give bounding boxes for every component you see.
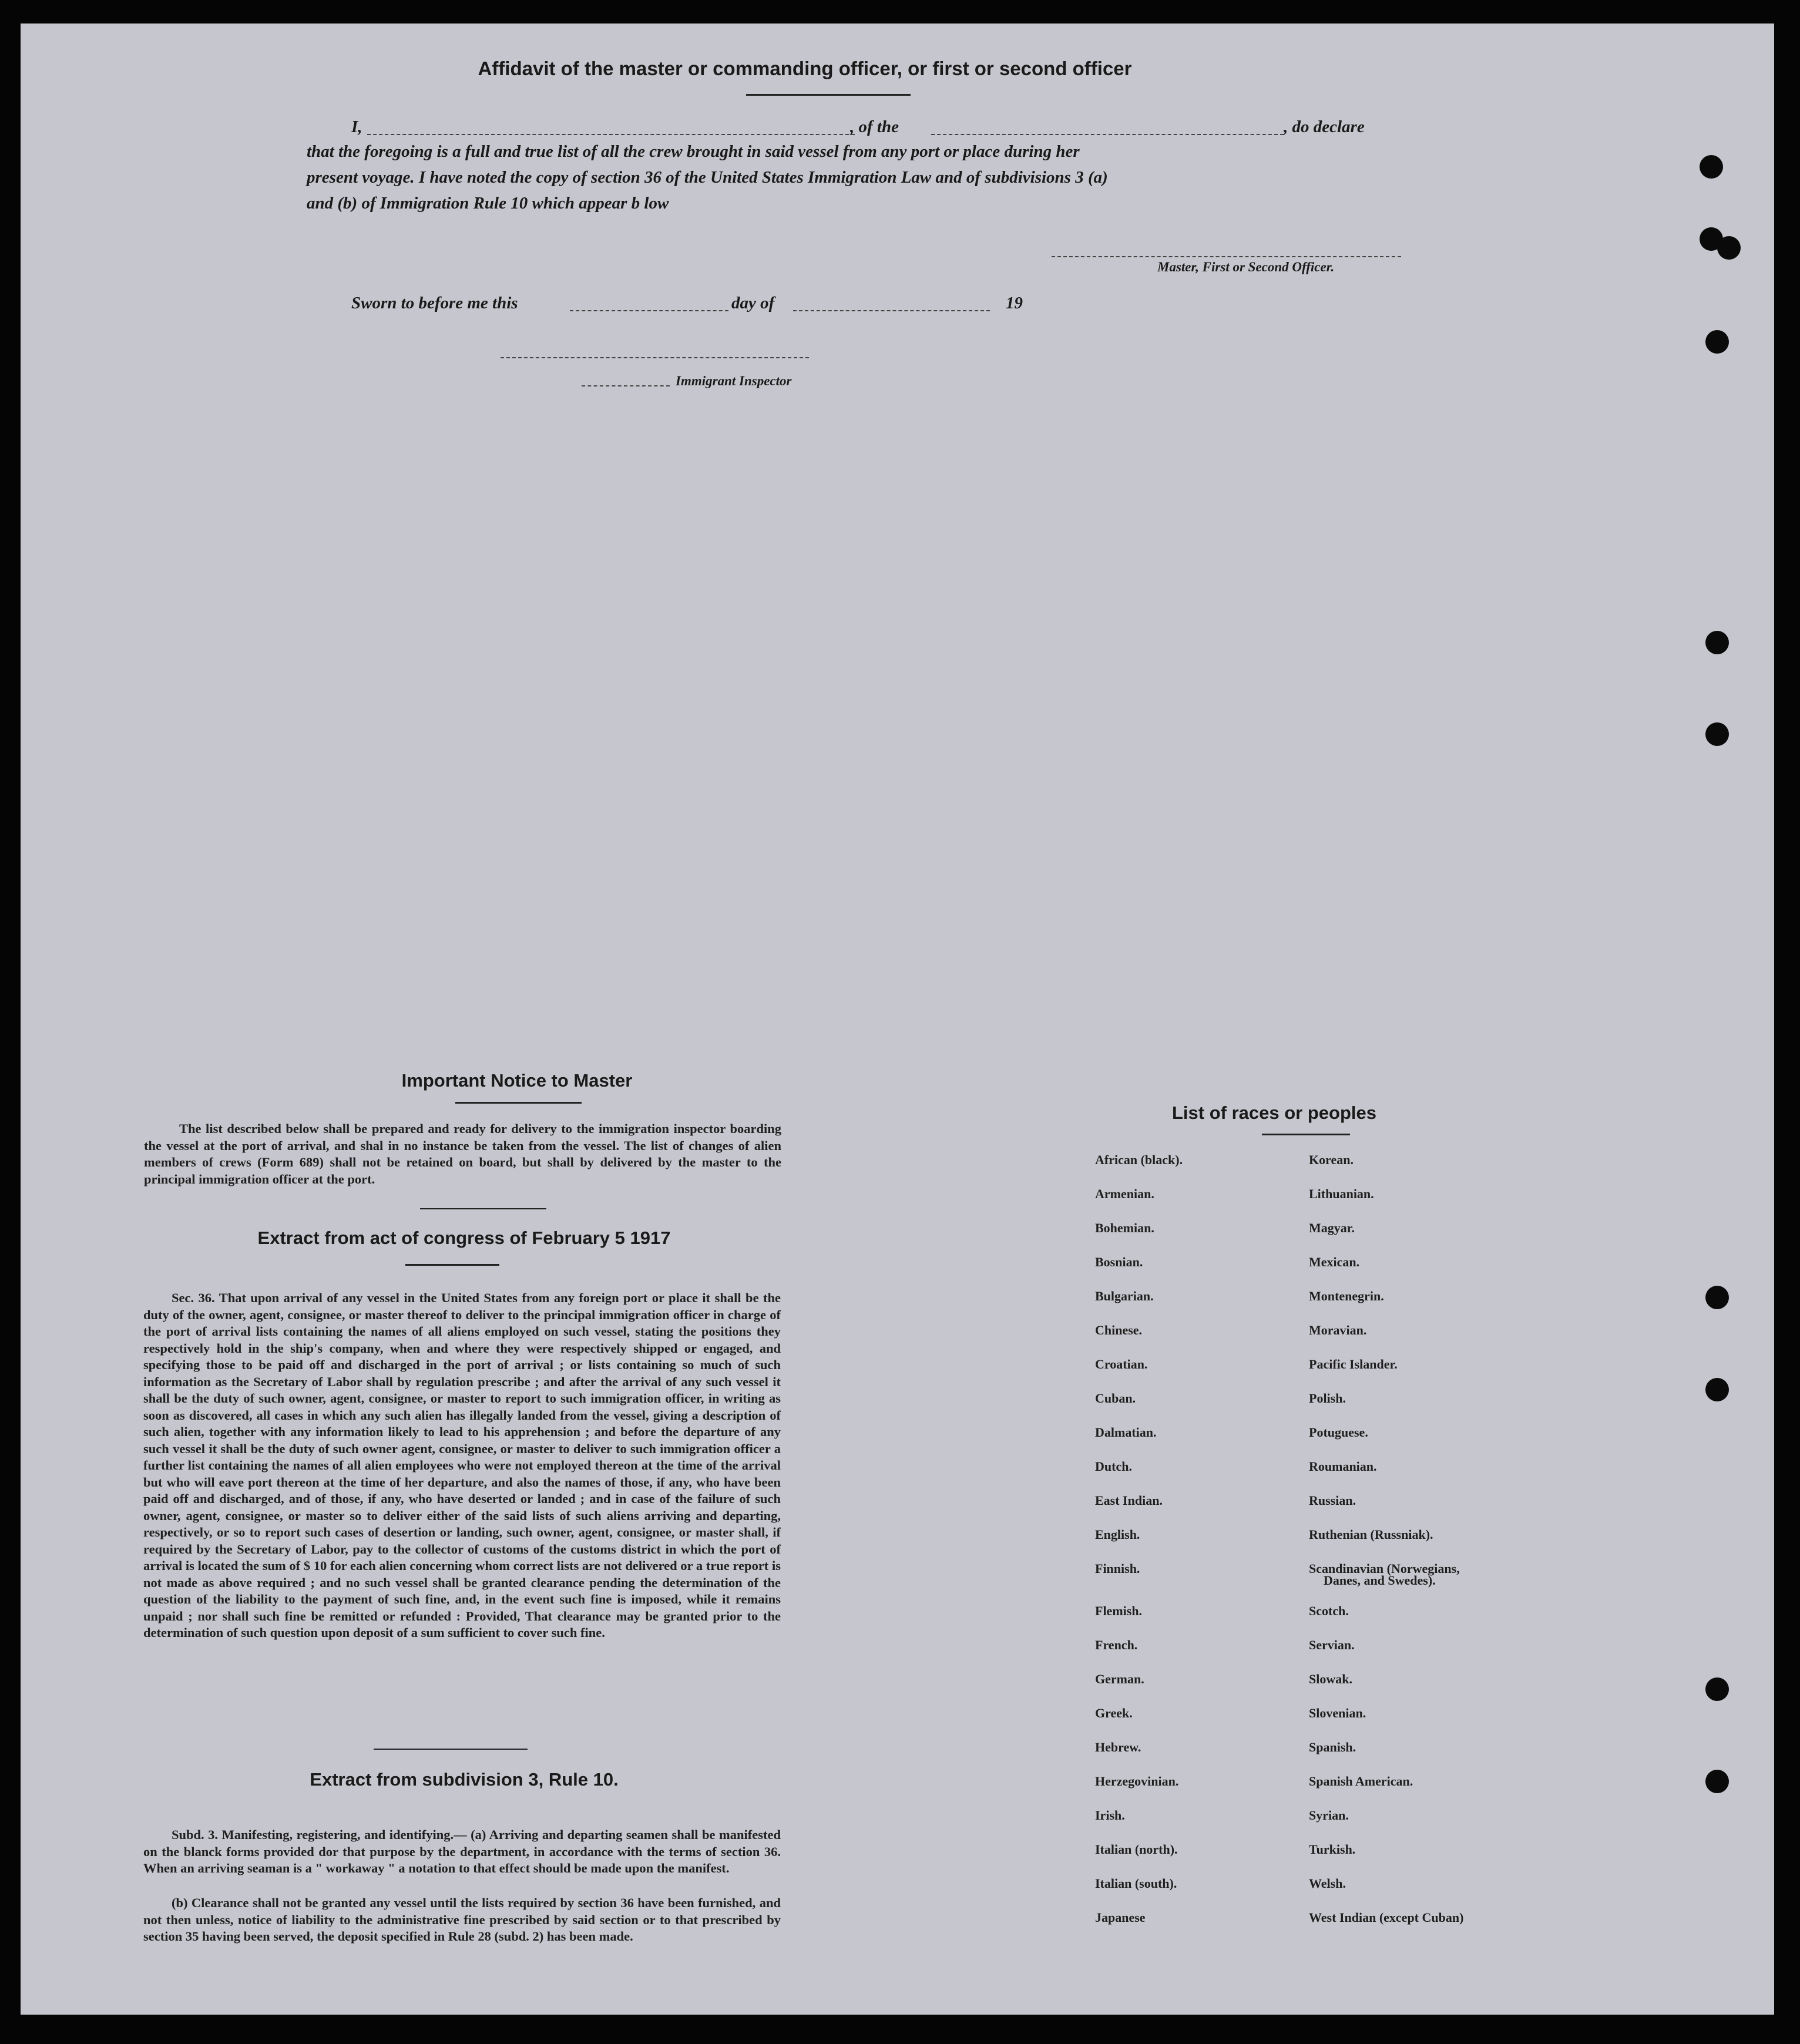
binder-hole: [1705, 1378, 1729, 1401]
race-item: Flemish.: [1095, 1603, 1143, 1618]
race-item: Mexican.: [1309, 1255, 1360, 1269]
binder-hole: [1705, 722, 1729, 746]
race-item: Japanese: [1095, 1910, 1146, 1925]
race-item: Herzegovinian.: [1095, 1774, 1179, 1788]
binder-hole: [1705, 1286, 1729, 1309]
race-item: Slowak.: [1309, 1672, 1352, 1686]
race-item: Hebrew.: [1095, 1740, 1141, 1754]
rule-title: Extract from subdivision 3, Rule 10.: [310, 1769, 619, 1790]
race-item: Italian (south).: [1095, 1876, 1177, 1891]
race-item: Croatian.: [1095, 1357, 1148, 1371]
race-item: Dutch.: [1095, 1459, 1132, 1474]
affidavit-line1-of-the: , of the: [850, 117, 899, 136]
race-item: Syrian.: [1309, 1808, 1349, 1823]
race-item: Lithuanian.: [1309, 1186, 1374, 1201]
race-item: Italian (north).: [1095, 1842, 1178, 1857]
document-page: [21, 23, 1774, 2015]
race-item: Korean.: [1309, 1152, 1354, 1167]
race-item: African (black).: [1095, 1152, 1183, 1167]
binder-hole: [1717, 236, 1741, 260]
race-item: Montenegrin.: [1309, 1289, 1384, 1303]
race-item: Dalmatian.: [1095, 1425, 1157, 1440]
race-item: Armenian.: [1095, 1186, 1154, 1201]
race-item: Greek.: [1095, 1706, 1133, 1720]
rule-subd-a: Subd. 3. Manifesting, registering, and identifying.— (a) Arriving and departing seamen shall be manifested on the blanck forms provided dor that purpose by the department, in accordance with the terms of section 36. When an arriving seaman is a " workaway " a notation to that effect should be made upon the manifest.: [143, 1827, 781, 1875]
race-item: Russian.: [1309, 1493, 1356, 1508]
binder-hole: [1705, 631, 1729, 654]
signature-caption: Master, First or Second Officer.: [1157, 260, 1335, 274]
race-item: Welsh.: [1309, 1876, 1346, 1891]
race-item: Scotch.: [1309, 1603, 1349, 1618]
race-item: Spanish American.: [1309, 1774, 1413, 1788]
act-underline: [405, 1264, 499, 1266]
notice-divider: [420, 1208, 546, 1209]
race-item: Bulgarian.: [1095, 1289, 1154, 1303]
vessel-blank: [931, 134, 1284, 135]
notice-underline: [455, 1102, 582, 1104]
rule-subd-b: (b) Clearance shall not be granted any vessel until the lists required by section 36 have been furnished, and not then unless, notice of liability to the administrative fine prescribed by said section or to that prescribed by section 35 having been served, the deposit specified in Rule 28 (subd. 2) has been made.: [143, 1895, 781, 1944]
race-item: Chinese.: [1095, 1323, 1143, 1337]
binder-hole: [1700, 155, 1723, 179]
race-item: Potuguese.: [1309, 1425, 1368, 1440]
race-item: Slovenian.: [1309, 1706, 1366, 1720]
sworn-date-blank: [570, 310, 728, 311]
act-title: Extract from act of congress of February 5 1917: [257, 1228, 671, 1248]
act-divider: [374, 1749, 528, 1750]
race-item: Finnish.: [1095, 1561, 1140, 1576]
race-item: Magyar.: [1309, 1221, 1355, 1235]
binder-hole: [1705, 1677, 1729, 1701]
inspector-signature-line: [501, 357, 809, 358]
act-text: Sec. 36. That upon arrival of any vessel in the United States from any foreign port or place it shall be the duty of the owner, agent, consignee, or master thereof to deliver to the principal immigration officer in charge of the port of arrival lists containing the names of all aliens employed on such vessel, stating the positions they respectively hold in the ship's company, when and where they were respectively shipped or engaged, and specifying those to be paid off and discharged in the port of arrival ; or lists containing so much of such information as the Secretary of Labor shall by regulation prescribe ; and after the arrival of any such vessel it shall be the duty of such owner, agent, consignee, or master to report to such immigration officer, in writing as soon as discovered, all cases in which any such alien has illegally landed from the vessel, giving a description of such alien, together with any information likely to lead to his apprehension ; and before the departure of any such vessel it shall be the duty of such owner agent, consignee, or master to deliver to such immigration officer a further list containing the names of all alien employees who were not employed thereon at the time of the arrival but who will eave port thereon at the time of her departure, and also the names of those, if any, who have been paid off and discharged, and of those, if any, who have deserted or landed ; and in case of the failure of such owner, agent, consignee, or master so to deliver either of the said lists of such aliens arriving and departing, respectively, or so to report such cases of desertion or landing, such owner, agent, consignee, or master shall, if required by the Secretary of Labor, pay to the collector of customs of the customs district in which the port of arrival is located the sum of $ 10 for each alien concerning whom correct lists are not delivered or a true report is not made as above required ; and no such vessel shall be granted clearance pending the determination of the question of the liability to the payment of such fine, and, in the event such fine is imposed, while it remains unpaid ; nor shall such fine be remitted or refunded : Provided, That clearance may be granted prior to the determination of such question upon deposit of a sum sufficient to cover such fine.: [143, 1290, 781, 1640]
affidavit-line2: that the foregoing is a full and true list of all the crew brought in said vessel from any port or place during her: [307, 142, 1080, 161]
race-item: Moravian.: [1309, 1323, 1367, 1337]
signature-line: [1052, 256, 1401, 257]
affidavit-line1-end: , do declare: [1284, 117, 1365, 136]
notice-text: The list described below shall be prepared and ready for delivery to the immigration inspector boarding the vessel at the port of arrival, and shal in no instance be taken from the vessel. The list of changes of alien members of crews (Form 689) shall not be retained on board, but shall by delivered by the master to the principal immigration officer at the port.: [144, 1121, 781, 1186]
race-item: Ruthenian (Russniak).: [1309, 1527, 1433, 1542]
race-item: German.: [1095, 1672, 1144, 1686]
races-title: List of races or peoples: [1172, 1102, 1376, 1123]
race-item: Bohemian.: [1095, 1221, 1154, 1235]
race-item: Spanish.: [1309, 1740, 1356, 1754]
binder-hole: [1705, 330, 1729, 354]
race-item: Polish.: [1309, 1391, 1346, 1406]
affidavit-title: Affidavit of the master or commanding officer, or first or second officer: [478, 58, 1132, 79]
sworn-year: 19: [1006, 294, 1023, 312]
notice-title: Important Notice to Master: [401, 1070, 633, 1091]
inspector-line-short: [582, 385, 670, 386]
binder-hole: [1705, 1770, 1729, 1793]
inspector-caption: Immigrant Inspector: [676, 374, 792, 388]
race-item: East Indian.: [1095, 1493, 1163, 1508]
affidavit-line3: present voyage. I have noted the copy of section 36 of the United States Immigration Law and of subdivisions 3 (a): [307, 168, 1108, 187]
races-right-continuation: Danes, and Swedes).: [1324, 1573, 1436, 1588]
race-item: Scandinavian (Norwegians,: [1309, 1561, 1460, 1576]
sworn-day: day of: [731, 294, 775, 312]
races-title-underline: [1262, 1134, 1350, 1135]
race-item: Roumanian.: [1309, 1459, 1377, 1474]
sworn-month-blank: [793, 310, 990, 311]
title-underline: [746, 94, 911, 96]
race-item: Irish.: [1095, 1808, 1125, 1823]
race-item: Pacific Islander.: [1309, 1357, 1398, 1371]
race-item: Servian.: [1309, 1638, 1355, 1652]
sworn-start: Sworn to before me this: [351, 294, 518, 312]
race-item: West Indian (except Cuban): [1309, 1910, 1464, 1925]
race-item: Bosnian.: [1095, 1255, 1143, 1269]
race-item: Cuban.: [1095, 1391, 1136, 1406]
affidavit-line4: and (b) of Immigration Rule 10 which appear b low: [307, 194, 669, 213]
name-blank: [367, 134, 855, 135]
race-item: French.: [1095, 1638, 1138, 1652]
race-item: Turkish.: [1309, 1842, 1356, 1857]
affidavit-line1-start: I,: [351, 117, 362, 136]
race-item: English.: [1095, 1527, 1140, 1542]
